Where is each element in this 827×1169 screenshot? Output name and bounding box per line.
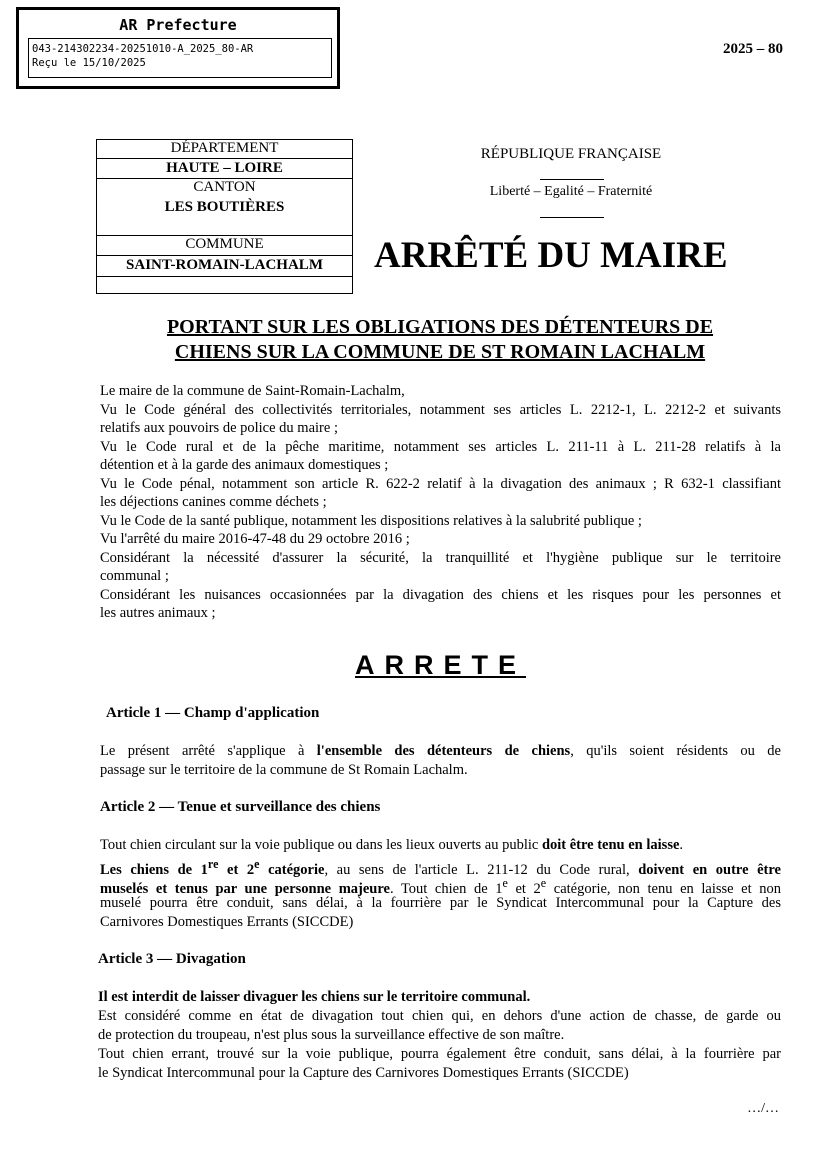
preamble-line: détention et à la garde des animaux domestiques ;: [100, 457, 389, 473]
administrative-box: [96, 139, 353, 294]
commune-label: COMMUNE: [185, 236, 264, 252]
preamble-line: Vu le Code de la santé publique, notamment les dispositions relatives à la salubrité publique ;: [100, 513, 642, 529]
divider: [96, 158, 353, 159]
article-1-heading: Article 1 — Champ d'application: [106, 705, 320, 721]
stamp-title: AR Prefecture: [119, 16, 237, 34]
text: et 2: [218, 861, 255, 878]
decision-heading: ARRETE: [355, 650, 527, 680]
document-number: 2025 – 80: [723, 41, 783, 57]
article-1-line: passage sur le territoire de la commune de St Romain Lachalm.: [100, 762, 468, 778]
article-3-heading: Article 3 — Divagation: [98, 951, 246, 967]
article-2-heading: Article 2 — Tenue et surveillance des chiens: [100, 799, 381, 815]
divider: [96, 255, 353, 256]
text: . Tout chien de 1: [389, 880, 503, 897]
text: .: [679, 837, 684, 853]
superscript: re: [207, 857, 219, 871]
canton-label: CANTON: [193, 179, 256, 195]
article-3-line: Est considéré comme en état de divagation tout chien qui, en dehors d'une action de chasse, de garde ou: [98, 1008, 781, 1024]
text: , au sens de l'article L. 211-12 du Code rural,: [324, 861, 639, 878]
commune-value: SAINT-ROMAIN-LACHALM: [126, 257, 323, 273]
superscript: e: [540, 876, 547, 890]
preamble-line: Vu le Code rural et de la pêche maritime, notamment ses articles L. 211-11 à L. 211-28 relatifs à la: [100, 439, 781, 455]
preamble-line: Vu le Code général des collectivités territoriales, notamment ses articles L. 2212-1, L. 2212-2 et suivants: [100, 402, 781, 418]
text: catégorie, non tenu en laisse et non: [546, 880, 781, 897]
article-3-line: Il est interdit de laisser divaguer les chiens sur le territoire communal.: [98, 989, 531, 1005]
article-3-line: le Syndicat Intercommunal pour la Capture des Carnivores Domestiques Errants (SICCDE): [98, 1065, 629, 1081]
preamble-line: Considérant les nuisances occasionnées par la divagation des chiens et les risques pour les personnes et: [100, 587, 781, 603]
preamble-line: les déjections canines comme déchets ;: [100, 494, 327, 510]
preamble-line: Le maire de la commune de Saint-Romain-Lachalm,: [100, 383, 405, 399]
departement-label: DÉPARTEMENT: [170, 140, 279, 156]
republic-heading: RÉPUBLIQUE FRANÇAISE: [480, 146, 662, 162]
text: Tout chien circulant sur la voie publique ou dans les lieux ouverts au public: [100, 837, 542, 853]
text: catégorie: [259, 861, 325, 878]
document-title: ARRÊTÉ DU MAIRE: [374, 235, 728, 276]
preamble-line: communal ;: [100, 568, 169, 584]
emphasis: doivent en outre être: [638, 861, 781, 878]
preamble-line: Considérant la nécessité d'assurer la sécurité, la tranquillité et l'hygiène publique sur le territoire: [100, 550, 781, 566]
stamp-details: [28, 38, 332, 78]
article-2-line: [100, 837, 683, 854]
republic-motto: Liberté – Egalité – Fraternité: [489, 184, 653, 199]
emphasis: muselés et tenus par une personne majeure: [100, 880, 390, 897]
article-3-line: de protection du troupeau, n'est plus sous la surveillance effective de son maître.: [98, 1027, 565, 1043]
superscript: e: [502, 876, 508, 890]
article-3-line: Tout chien errant, trouvé sur la voie publique, pourra également être conduit, sans délai, à la fourrière par: [98, 1046, 781, 1062]
preamble-line: les autres animaux ;: [100, 605, 216, 621]
text: Le présent arrêté s'applique à: [100, 743, 317, 759]
stamp-reference: 043-214302234-20251010-A_2025_80-AR: [32, 43, 254, 55]
emphasis: doit être tenu en laisse: [541, 837, 680, 853]
continuation-mark: …/…: [747, 1101, 779, 1116]
preamble-line: Vu l'arrêté du maire 2016-47-48 du 29 octobre 2016 ;: [100, 531, 410, 547]
canton-value: LES BOUTIÈRES: [164, 199, 285, 215]
divider: [96, 276, 353, 277]
divider: [540, 217, 604, 218]
emphasis: l'ensemble des détenteurs de chiens: [316, 743, 571, 759]
divider: [540, 179, 604, 180]
preamble-line: relatifs aux pouvoirs de police du maire ;: [100, 420, 338, 436]
subject-line-1: PORTANT SUR LES OBLIGATIONS DES DÉTENTEURS DE: [166, 316, 714, 338]
text: Les chiens de 1: [100, 861, 208, 878]
subject-line-2: CHIENS SUR LA COMMUNE DE ST ROMAIN LACHALM: [174, 341, 706, 363]
text: et 2: [507, 880, 541, 897]
superscript: e: [254, 857, 260, 871]
text: , qu'ils soient résidents ou de: [570, 743, 781, 759]
article-2-line: Carnivores Domestiques Errants (SICCDE): [100, 914, 354, 930]
prefecture-stamp: [16, 7, 340, 89]
article-1-line: [100, 743, 781, 760]
stamp-received-date: Reçu le 15/10/2025: [32, 57, 146, 69]
departement-value: HAUTE – LOIRE: [166, 160, 283, 176]
preamble-line: Vu le Code pénal, notamment son article R. 622-2 relatif à la divagation des animaux ; R 632-1 classifiant: [100, 476, 781, 492]
article-2-line: muselé pourra être conduit, sans délai, à la fourrière par le Syndicat Intercommunal pour la Capture des: [100, 895, 781, 911]
